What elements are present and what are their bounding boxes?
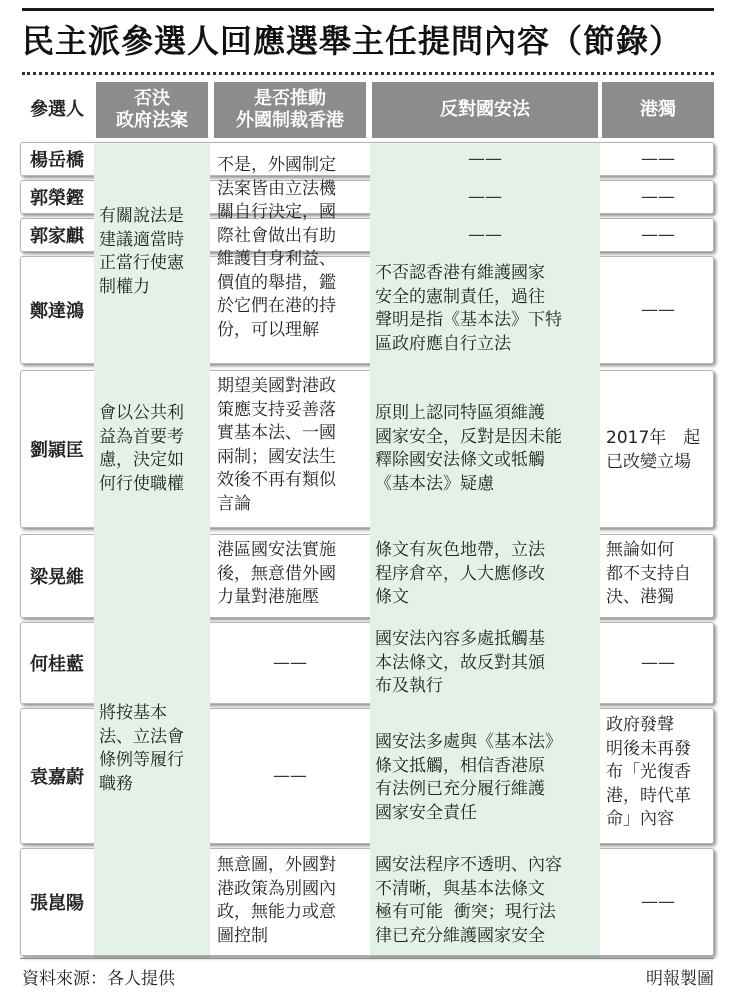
nsl-answer-yuen: 國安法多處與《基本法》 條文抵觸，相信香港原 有法例已充分履行維護 國家安全責任 [375, 732, 562, 823]
candidate-name: 楊岳橋 [30, 150, 84, 171]
veto-answer-group1: 有關說法是 建議適當時 正當行使憲 制權力 [99, 206, 184, 297]
nsl-answer-lau: 原則上認同特區須維護 國家安全，反對是因未能 釋除國安法條文或牴觸 《基本法》疑慮 [375, 403, 562, 494]
sanctions-answer-lau: 期望美國對港政 策應支持妥善落 實基本法、一國 兩制；國安法生 效後不再有類似 言論 [217, 376, 336, 514]
sanctions-answer-group1: 不是，外國制定 法案皆由立法機 關自行決定，國 際社會做出有助 維護自身利益、 價值的舉措，鑑 於它們在港的持 份，可以理解 [217, 155, 336, 340]
independence-answer-kwok-wing-hang: —— [641, 187, 675, 207]
veto-answer-group3: 將按基本 法、立法會 條例等履行 職務 [99, 703, 184, 794]
candidate-name: 郭榮鏗 [30, 188, 84, 209]
candidate-name: 梁晃維 [30, 567, 84, 588]
candidate-name: 郭家麒 [30, 226, 84, 247]
candidate-name: 張崑陽 [30, 893, 84, 914]
header-candidate: 參選人 [30, 99, 84, 120]
header-veto-label: 否決 政府法案 [116, 88, 188, 131]
nsl-answer-cheng: 不否認香港有維護國家 安全的憲制責任，過往 聲明是指《基本法》下特 區政府應自行立法 [375, 263, 562, 354]
veto-answer-group2: 會以公共利 益為首要考 慮，決定如 何行使職權 [99, 403, 184, 494]
footer-rule [20, 958, 714, 959]
dotted-divider [22, 72, 714, 75]
nsl-answer-kwok-ka-ki: —— [468, 225, 502, 245]
independence-answer-leung: 無論如何 都不支持自 決、港獨 [606, 540, 691, 607]
source-note: 資料來源：各人提供 [22, 969, 175, 989]
sanctions-answer-cheung: 無意圖，外國對 港政策為別國內 政，無能力或意 圖控制 [217, 855, 336, 946]
header-sanctions [214, 82, 366, 138]
header-independence: 港獨 [602, 82, 714, 138]
independence-answer-cheng: —— [641, 300, 675, 320]
independence-answer-yeung: —— [641, 149, 675, 169]
independence-answer-ho: —— [641, 653, 675, 673]
header-nsl: 反對國安法 [372, 82, 598, 138]
credit-note: 明報製圖 [646, 969, 714, 989]
candidate-name: 何桂藍 [30, 654, 84, 675]
nsl-answer-yeung: —— [468, 149, 502, 169]
independence-answer-kwok-ka-ki: —— [641, 225, 675, 245]
nsl-answer-cheung: 國安法程序不透明、內容 不清晰，與基本法條文 極有可能 衝突；現行法 律已充分維護國家安全 [375, 855, 562, 946]
nsl-answer-kwok-wing-hang: —— [468, 187, 502, 207]
candidate-name: 劉頴匡 [30, 440, 84, 461]
independence-answer-cheung: —— [641, 892, 675, 912]
independence-answer-lau: 2017年 起 已改變立場 [606, 428, 701, 472]
page-title: 民主派參選人回應選舉主任提問內容（節錄） [22, 22, 683, 60]
candidate-name: 鄭達鴻 [30, 301, 84, 322]
header-veto [96, 82, 208, 138]
sanctions-answer-yuen: —— [273, 766, 307, 786]
candidate-name: 袁嘉蔚 [30, 767, 84, 788]
nsl-answer-leung: 條文有灰色地帶，立法 程序倉卒，人大應修改 條文 [375, 540, 545, 607]
sanctions-answer-leung: 港區國安法實施 後，無意借外國 力量對港施壓 [217, 540, 336, 607]
independence-answer-yuen: 政府發聲 明後未再發 布「光復香 港，時代革 命」內容 [606, 715, 691, 829]
sanctions-answer-ho: —— [273, 653, 307, 673]
header-sanctions-label: 是否推動 外國制裁香港 [236, 88, 344, 131]
top-rule [22, 8, 714, 11]
nsl-answer-ho: 國安法內容多處抵觸基 本法條文，故反對其頒 布及執行 [375, 629, 545, 696]
